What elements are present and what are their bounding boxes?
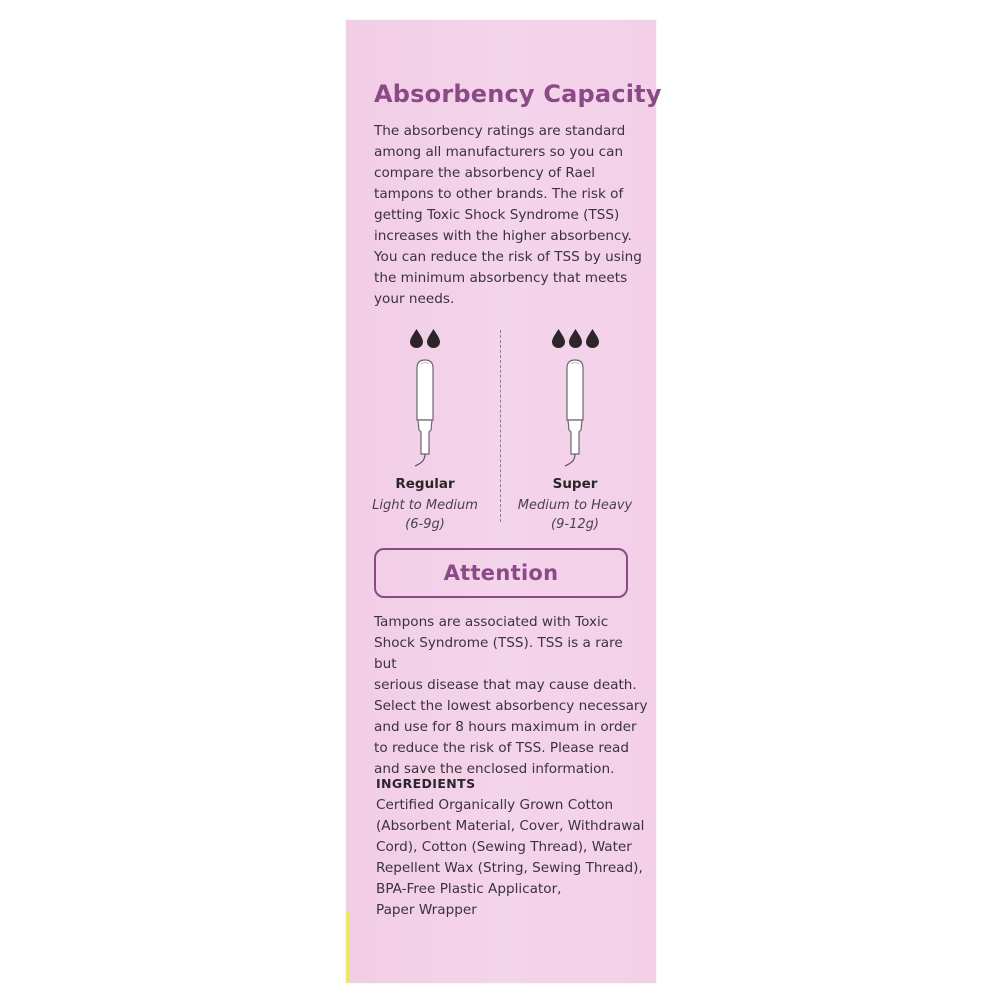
- attention-banner: [374, 548, 628, 598]
- absorbency-drops-super: [500, 328, 650, 352]
- droplet-icon: [426, 328, 441, 348]
- product-flow: Light to Medium: [372, 498, 478, 513]
- product-range: (9-12g): [551, 517, 599, 532]
- ingredients-heading: INGREDIENTS: [376, 776, 476, 791]
- product-flow: Medium to Heavy: [517, 498, 633, 513]
- product-range: (6-9g): [405, 517, 445, 532]
- attention-text: Tampons are associated with Toxic Shock Syndrome (TSS). TSS is a rare but serious disease that may cause death. Select the lowest absorbency necessary and use for 8 hours maximum in order to reduce the risk of TSS. Please read and save the enclosed information.: [374, 614, 648, 777]
- absorbency-intro-text: The absorbency ratings are standard among all manufacturers so you can compare the absorbency of Rael tampons to other brands. The risk of getting Toxic Shock Syndrome (TSS) increases with the higher absorbency. You can reduce the risk of TSS by using the minimum absorbency that meets your needs.: [374, 123, 642, 307]
- droplet-icon: [585, 328, 600, 348]
- ingredients-text: Certified Organically Grown Cotton (Absorbent Material, Cover, Withdrawal Cord), Cotton (Sewing Thread), Water Repellent Wax (String, Sewing Thread), BPA-Free Plastic Applicator, Paper Wrapper: [376, 797, 645, 918]
- droplet-icon: [568, 328, 583, 348]
- section-title: Absorbency Capacity: [374, 80, 662, 108]
- product-regular: [350, 328, 500, 534]
- product-name: Super: [552, 476, 598, 492]
- package-edge-strip: [346, 912, 350, 983]
- attention-label: Attention: [443, 561, 559, 585]
- absorbency-drops-regular: [350, 328, 500, 352]
- tampon-icon: [405, 358, 445, 468]
- droplet-icon: [551, 328, 566, 348]
- droplet-icon: [409, 328, 424, 348]
- product-name: Regular: [395, 476, 455, 492]
- tampon-icon: [555, 358, 595, 468]
- product-super: [500, 328, 650, 534]
